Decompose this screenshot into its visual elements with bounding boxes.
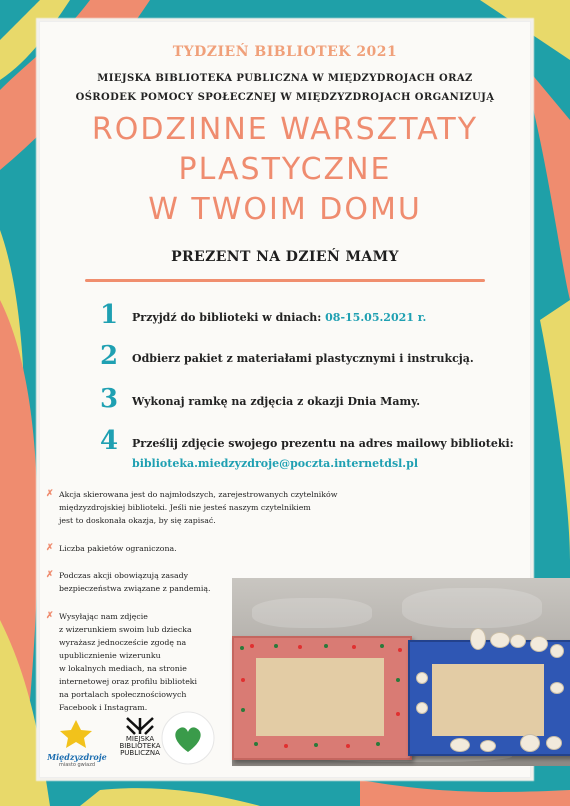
- cross-bullet-icon: ✗: [46, 543, 54, 553]
- dates-highlight: 08-15.05.2021 r.: [325, 311, 427, 324]
- miedzyzdroje-logo: Międzyzdroje miasto gwiazd: [46, 718, 108, 766]
- cross-bullet-icon: ✗: [46, 489, 54, 499]
- title-line-3: W TWOIM DOMU: [148, 192, 422, 227]
- step-text: Odbierz pakiet z materiałami plastycznymi i instrukcją.: [132, 352, 474, 365]
- frame-window: [432, 664, 544, 736]
- title-divider: [85, 279, 485, 282]
- library-email-link[interactable]: biblioteka.miedzyzdroje@poczta.internetdsl.pl: [132, 457, 419, 470]
- step-text: Prześlij zdjęcie swojego prezentu na adres mailowy biblioteki: biblioteka.miedzyzdroje@poczta.internetdsl.pl: [132, 437, 514, 470]
- step-text: Przyjdź do biblioteki w dniach: 08-15.05.2021 r.: [132, 311, 427, 324]
- note-safety-rules: ✗ Podczas akcji obowiązują zasady bezpieczeństwa związane z pandemią.: [46, 570, 211, 593]
- note-image-consent: ✗ Wysyłając nam zdjęcie z wizerunkiem swoim lub dziecka wyrażasz jednoczeście zgodę na upublicznienie wizerunku w lokalnych mediach, na stronie internetowej oraz profilu biblioteki na portalach społecznościowych Facebook i Instagram.: [46, 611, 198, 712]
- pink-painted-frame: [232, 636, 412, 760]
- step-number: 1: [100, 300, 119, 330]
- heart-seal-icon: [160, 710, 216, 766]
- step-text: Wykonaj ramkę na zdjęcia z okazji Dnia Mamy.: [132, 395, 421, 408]
- organizers-line-2: OŚRODEK POMOCY SPOŁECZNEJ W MIĘDZYZDROJACH ORGANIZUJĄ: [75, 92, 495, 103]
- note-limited-packages: ✗ Liczba pakietów ograniczona.: [46, 543, 177, 553]
- organizers-line-1: MIEJSKA BIBLIOTEKA PUBLICZNA W MIĘDZYDROJACH ORAZ: [97, 73, 473, 84]
- title-line-2: PLASTYCZNE: [178, 152, 392, 187]
- ops-logo: [160, 710, 216, 766]
- library-logo: MIEJSKA BIBLIOTEKA PUBLICZNA: [114, 716, 166, 768]
- event-week-heading: TYDZIEŃ BIBLIOTEK 2021: [172, 44, 398, 60]
- step-number: 2: [100, 341, 119, 371]
- step-number: 3: [100, 384, 119, 414]
- cross-bullet-icon: ✗: [46, 570, 54, 580]
- library-emblem-icon: [125, 716, 155, 736]
- cross-bullet-icon: ✗: [46, 611, 54, 621]
- note-target-audience: ✗ Akcja skierowana jest do najmłodszych, zarejestrowanych czytelników międzyzdrojskiej biblioteki. Jeśli nie jesteś naszym czytelnikiem jest to doskonała okazja, by się zapisać.: [46, 489, 338, 525]
- blue-shell-frame: [408, 640, 570, 756]
- step-number: 4: [100, 426, 119, 456]
- title-line-1: RODZINNE WARSZTATY: [91, 112, 479, 147]
- subtitle-gift: PREZENT NA DZIEŃ MAMY: [171, 249, 399, 265]
- frame-window: [256, 658, 384, 736]
- star-icon: [46, 718, 108, 748]
